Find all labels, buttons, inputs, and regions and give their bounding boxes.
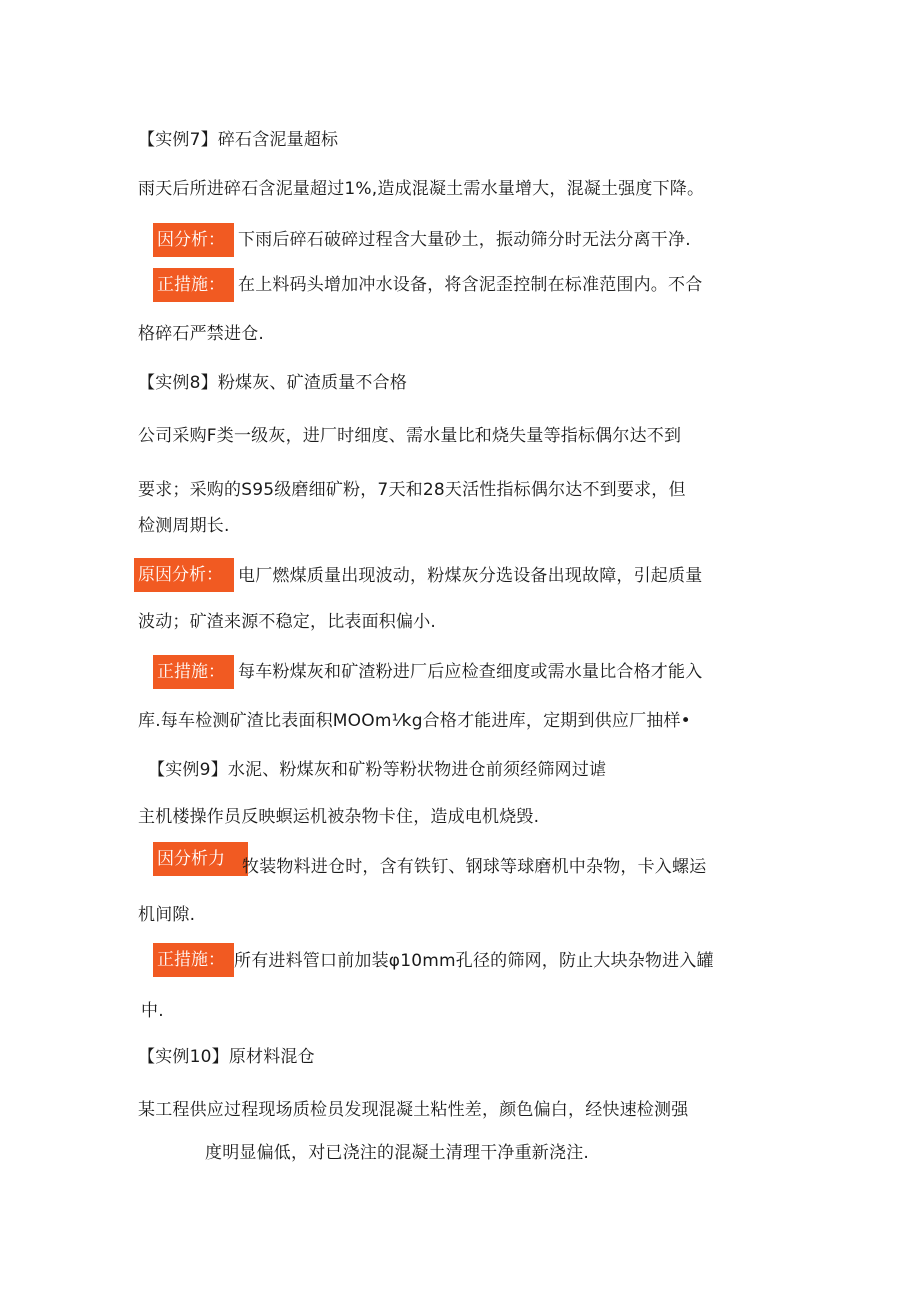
case10-description-1: 某工程供应过程现场质检员发现混凝土粘性差，颜色偏白，经快速检测强 — [138, 1100, 689, 1120]
case7-measure-text-2: 格碎石严禁进仓. — [138, 324, 265, 344]
case8-cause-text-1: 电厂燃煤质量出现波动，粉煤灰分选设备出现故障，引起质量 — [238, 566, 703, 586]
case8-cause-text-2: 波动；矿渣来源不稳定，比表面积偏小. — [138, 612, 437, 632]
case9-description: 主机楼操作员反映螟运机被杂物卡住，造成电机烧毁. — [138, 807, 540, 827]
case9-cause-text-1: 牧装物料进仓时，含有铁钉、钢球等球磨机中杂物，卡入螺运 — [242, 857, 707, 877]
case7-measure-label: 正措施： — [153, 268, 234, 302]
case7-measure-text-1: 在上料码头增加冲水设备，将含泥歪控制在标准范围内。不合 — [238, 275, 703, 295]
case7-cause-text: 下雨后碎石破碎过程含大量砂土，振动筛分时无法分离干净. — [238, 230, 691, 250]
case10-heading: 【实例10】原材料混仓 — [138, 1047, 315, 1067]
case8-cause-label: 原因分析： — [134, 558, 234, 592]
case8-measure-text-1: 每车粉煤灰和矿渣粉进厂后应检查细度或需水量比合格才能入 — [238, 662, 703, 682]
case9-measure-text-1: 所有进料管口前加装φ10mm孔径的筛网，防止大块杂物进入罐 — [234, 951, 714, 971]
case7-heading: 【实例7】碎石含泥量超标 — [138, 130, 339, 150]
case9-cause-label: 因分析力 — [153, 842, 248, 876]
case9-measure-text-2: 中. — [141, 1001, 164, 1021]
case9-heading: 【实例9】水泥、粉煤灰和矿粉等粉状物进仓前须经筛网过谑 — [148, 760, 607, 780]
case8-measure-text-2: 库.每车检测矿渣比表面积MOOm¹⁄kg合格才能进库，定期到供应厂抽样• — [138, 711, 691, 731]
case9-cause-text-2: 机间隙. — [138, 905, 196, 925]
case9-measure-label: 正措施： — [153, 943, 234, 977]
case7-description: 雨天后所进碎石含泥量超过1%,造成混凝土需水量增大，混凝土强度下降。 — [138, 179, 705, 199]
case7-cause-label: 因分析： — [153, 223, 234, 257]
case8-measure-label: 正措施： — [153, 655, 234, 689]
case8-description-1: 公司采购F类一级灰，进厂时细度、需水量比和烧失量等指标偶尔达不到 — [138, 426, 682, 446]
case8-description-3: 检测周期长. — [138, 516, 230, 536]
case8-heading: 【实例8】粉煤灰、矿渣质量不合格 — [138, 373, 408, 393]
case8-description-2: 要求；采购的S95级磨细矿粉，7天和28天活性指标偶尔达不到要求，但 — [138, 480, 686, 500]
case10-description-2: 度明显偏低，对已浇注的混凝土清理干净重新浇注. — [205, 1143, 590, 1163]
